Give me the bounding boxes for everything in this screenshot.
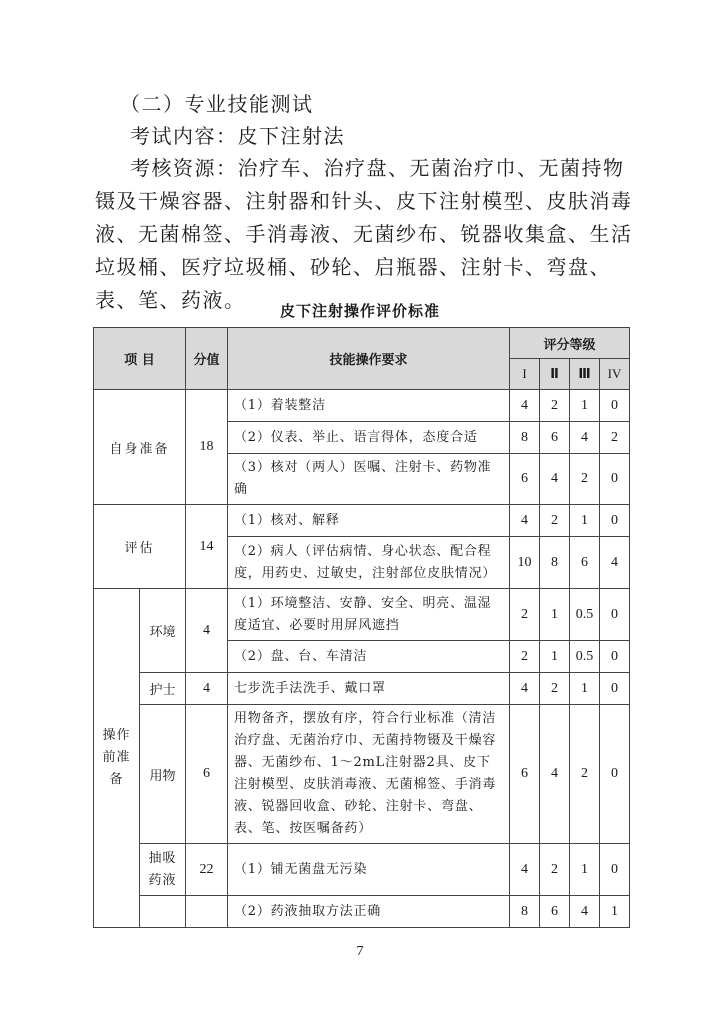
grade-cell: 4: [570, 422, 600, 454]
grade-cell: 0: [600, 589, 630, 641]
grade-cell: 1: [600, 896, 630, 928]
evaluation-table: [93, 327, 630, 928]
grade-cell: 8: [510, 896, 540, 928]
group-self-score: 18: [186, 390, 228, 505]
table-row: [94, 390, 630, 422]
header-score: 分值: [186, 328, 228, 390]
grade-cell: 0: [600, 505, 630, 537]
requirement-cell: 七步洗手法洗手、戴口罩: [228, 673, 510, 705]
sub-draw: [140, 844, 186, 896]
sub-env: 环境: [140, 589, 186, 673]
grade-cell: 4: [510, 844, 540, 896]
header-grade-2: Ⅱ: [540, 359, 570, 390]
header-grade-1: I: [510, 359, 540, 390]
grade-cell: 6: [540, 422, 570, 454]
header-requirement: 技能操作要求: [228, 328, 510, 390]
sub-supplies-score: 6: [186, 705, 228, 844]
grade-cell: 6: [570, 537, 600, 589]
grade-cell: 1: [570, 673, 600, 705]
grade-cell: 10: [510, 537, 540, 589]
header-grade: 评分等级: [510, 328, 630, 359]
grade-cell: 6: [510, 454, 540, 505]
exam-content-line: 考试内容：皮下注射法: [130, 124, 345, 148]
group-self: 自身准备: [94, 390, 186, 505]
table-row: [94, 673, 630, 705]
sub-draw-label: 抽吸药液: [148, 850, 177, 888]
group-prep-label: 操作前准备: [102, 728, 131, 787]
requirement-cell: （2）病人（评估病情、身心状态、配合程度，用药史、过敏史，注射部位皮肤情况）: [228, 537, 510, 589]
requirement-cell: （1）铺无菌盘无污染: [228, 844, 510, 896]
grade-cell: 1: [570, 505, 600, 537]
table-row: [94, 896, 630, 928]
grade-cell: 0: [600, 673, 630, 705]
grade-cell: 0: [600, 390, 630, 422]
header-item: 项 目: [94, 328, 186, 390]
grade-cell: 4: [600, 537, 630, 589]
grade-cell: 6: [540, 896, 570, 928]
requirement-cell: （2）药液抽取方法正确: [228, 896, 510, 928]
grade-cell: 2: [570, 705, 600, 844]
table-caption: 皮下注射操作评价标准: [279, 302, 440, 320]
group-prep: [94, 589, 140, 928]
header-grade-3: Ⅲ: [570, 359, 600, 390]
table-row: [94, 844, 630, 896]
grade-cell: 0: [600, 641, 630, 673]
grade-cell: 2: [570, 454, 600, 505]
group-assess: 评估: [94, 505, 186, 589]
grade-cell: 1: [540, 641, 570, 673]
grade-cell: 8: [540, 537, 570, 589]
grade-cell: 0: [600, 454, 630, 505]
sub-env-score: 4: [186, 589, 228, 673]
grade-cell: 2: [540, 673, 570, 705]
grade-cell: 0: [600, 705, 630, 844]
grade-cell: 2: [540, 505, 570, 537]
table-row: [94, 705, 630, 844]
header-grade-4: IV: [600, 359, 630, 390]
group-assess-score: 14: [186, 505, 228, 589]
table-row: [94, 505, 630, 537]
grade-cell: 4: [570, 896, 600, 928]
grade-cell: 4: [510, 673, 540, 705]
sub-supplies: 用物: [140, 705, 186, 844]
grade-cell: 2: [510, 641, 540, 673]
grade-cell: 4: [540, 454, 570, 505]
requirement-cell: （1）环境整洁、安静、安全、明亮、温湿度适宜、必要时用屏风遮挡: [228, 589, 510, 641]
grade-cell: 1: [540, 589, 570, 641]
grade-cell: 1: [570, 390, 600, 422]
grade-cell: 4: [540, 705, 570, 844]
table-row: [94, 589, 630, 641]
sub-draw-score: 22: [186, 844, 228, 896]
empty-cell: [140, 896, 186, 928]
requirement-cell: （1）着装整洁: [228, 390, 510, 422]
grade-cell: 6: [510, 705, 540, 844]
sub-nurse-score: 4: [186, 673, 228, 705]
sub-nurse: 护士: [140, 673, 186, 705]
grade-cell: 4: [510, 505, 540, 537]
grade-cell: 0.5: [570, 641, 600, 673]
requirement-cell: 用物备齐，摆放有序，符合行业标准（清洁治疗盘、无菌治疗巾、无菌持物镊及干燥容器、无菌纱布、1～2mL注射器2具、皮下注射模型、皮肤消毒液、无菌棉签、手消毒液、锐器回收盒、砂轮、注射卡、弯盘、表、笔、按医嘱备药）: [228, 705, 510, 844]
grade-cell: 2: [540, 844, 570, 896]
grade-cell: 0.5: [570, 589, 600, 641]
requirement-cell: （2）仪表、举止、语言得体，态度合适: [228, 422, 510, 454]
grade-cell: 0: [600, 844, 630, 896]
requirement-cell: （1）核对、解释: [228, 505, 510, 537]
grade-cell: 2: [540, 390, 570, 422]
grade-cell: 4: [510, 390, 540, 422]
grade-cell: 2: [510, 589, 540, 641]
grade-cell: 8: [510, 422, 540, 454]
requirement-cell: （3）核对（两人）医嘱、注射卡、药物准确: [228, 454, 510, 505]
empty-cell: [186, 896, 228, 928]
grade-cell: 2: [600, 422, 630, 454]
section-heading: （二）专业技能测试: [120, 92, 314, 116]
resources-paragraph: 考核资源：治疗车、治疗盘、无菌治疗巾、无菌持物镊及干燥容器、注射器和针头、皮下注射模型、皮肤消毒液、无菌棉签、手消毒液、无菌纱布、锐器收集盒、生活垃圾桶、医疗垃圾桶、砂轮、启瓶器、注射卡、弯盘、表、笔、药液。: [95, 156, 633, 312]
grade-cell: 1: [570, 844, 600, 896]
page-number: 7: [356, 944, 364, 959]
requirement-cell: （2）盘、台、车清洁: [228, 641, 510, 673]
